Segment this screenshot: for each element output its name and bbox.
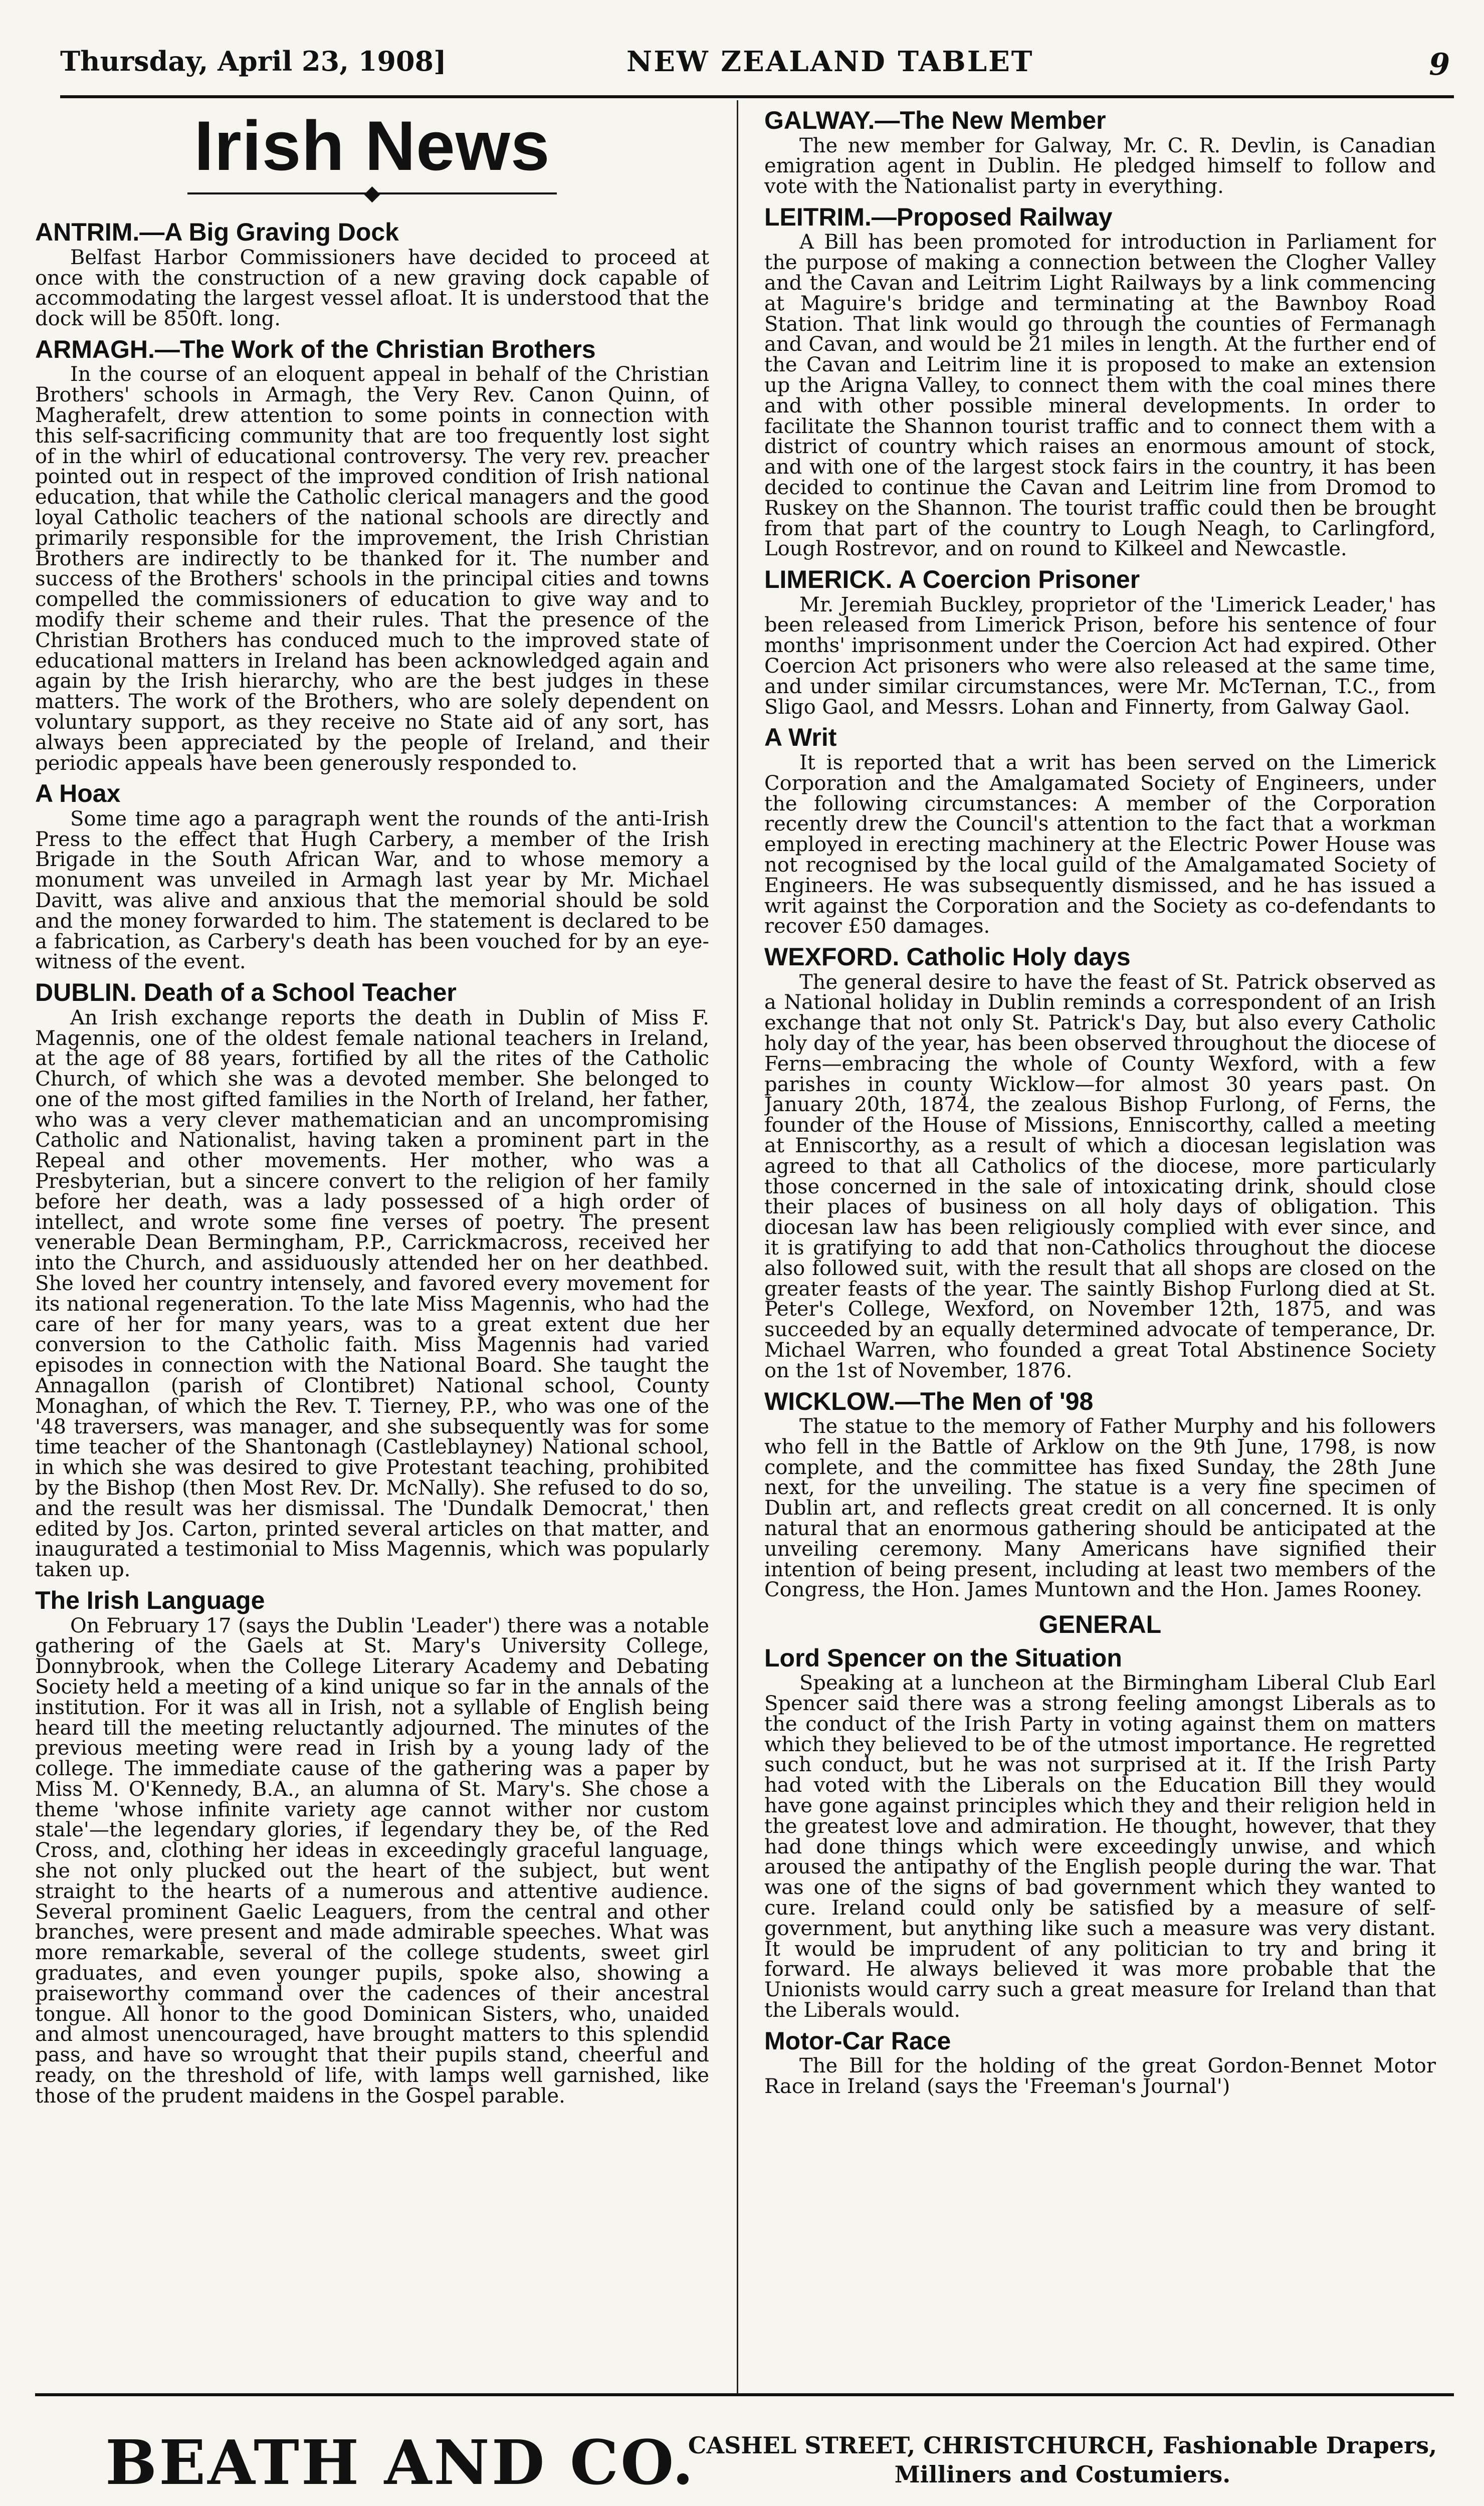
right-column xyxy=(764,100,1436,2386)
article-body: A Bill has been promoted for introduction in Parliament for the purpose of making a connection between the Clogher Valley and the Cavan and Leitrim Light Railways by a link commencing at Maguire's bridge and terminating at the Bawnboy Road Station. That link would go through the counties of Fermanagh and Cavan, and would be 21 miles in length. At the further end of the Cavan and Leitrim line it is proposed to make an extension up the Arigna Valley, to connect them with the coal mines there and with other possible mineral developments. In order to facilitate the Shannon tourist traffic and to connect them with a district of country which raises an enormous amount of stock, and with one of the largest stock fairs in the country, it has been decided to continue the Cavan and Leitrim line from Dromod to Ruskey on the Shannon. The tourist traffic could then be brought from that part of the country to Lough Neagh, to Carlingford, Lough Rostrevor, and on round to Kilkeel and Newcastle. xyxy=(764,231,1436,561)
article-heading: LIMERICK. A Coercion Prisoner xyxy=(764,565,1140,594)
address-line: Milliners and Costumiers. xyxy=(894,2460,1231,2488)
article-body: It is reported that a writ has been served on the Limerick Corporation and the Amalgamated Society of Engineers, under the following circumstances: A member of the Corporation recently drew the Council's attention to the fact that a workman employed in erecting machinery at the Electric Power House was not recognised by the local guild of the Amalgamated Society of Engineers. He was subsequently dismissed, and he has issued a writ against the Corporation and the Society as co-defendants to recover £50 damages. xyxy=(764,751,1436,938)
article-body: Speaking at a luncheon at the Birmingham Liberal Club Earl Spencer said there was a strong feeling amongst Liberals as to the conduct of the Irish Party in voting against them on matters which they believed to be of the utmost importance. He regretted such conduct, but he was not surprised at it. If the Irish Party had voted with the Liberals on the Education Bill they would have gone against principles which they and their religion held in the greatest love and admiration. He thought, however, that they had done things which were exceedingly unwise, and which aroused the antipathy of the English people during the war. That was one of the signs of bad government which they wanted to cure. Ireland could only be satisfied by a measure of self-government, but anything like such a measure was very distant. It would be imprudent of any politician to try and bring it forward. He always believed it was more probable that the Unionists would carry such a great measure for Ireland than that the Liberals would. xyxy=(764,1672,1436,2022)
left-column xyxy=(35,100,709,2386)
article-heading: Motor-Car Race xyxy=(764,2026,951,2055)
page-number: 9 xyxy=(1429,47,1450,82)
article-body: The Bill for the holding of the great Gordon-Bennet Motor Race in Ireland (says the 'Freeman's Journal') xyxy=(764,2054,1436,2099)
masthead-ornament: ◆ xyxy=(35,182,709,204)
article-heading: A Hoax xyxy=(35,779,121,808)
article-body: The statue to the memory of Father Murphy and his followers who fell in the Battle of Arklow on the 9th June, 1798, is now complete, and the committee has fixed Sunday, the 28th June next, for the unveiling. The statue is a very fine specimen of Dublin art, and reflects great credit on all concerned. It is only natural that an enormous gathering should be anticipated at the unveiling ceremony. Many Americans have signified their intention of being present, including at least two members of the Congress, the Hon. James Muntown and the Hon. James Rooney. xyxy=(764,1415,1436,1602)
advertiser-address xyxy=(687,2431,1438,2489)
article-heading: LEITRIM.—Proposed Railway xyxy=(764,202,1113,231)
article-body: An Irish exchange reports the death in Dublin of Miss F. Magennis, one of the oldest female national teachers in Ireland, at the age of 88 years, fortified by all the rites of the Catholic Church, of which she was a devoted member. She belonged to one of the most gifted families in the North of Ireland, her father, who was a very clever mathematician and an uncompromising Catholic and Nationalist, having taken a prominent part in the Repeal and other movements. Her mother, who was a Presbyterian, but a sincere convert to the religion of her family before her death, was a lady possessed of a high order of intellect, and wrote some fine verses of poetry. The present venerable Dean Bermingham, P.P., Carrickmacross, received her into the Church, and assiduously attended her on her deathbed. She loved her country intensely, and favored every movement for its national regeneration. To the late Miss Magennis, who had the care of her for many years, was to a great extent due her conversion to the Catholic faith. Miss Magennis had varied episodes in connection with the National Board. She taught the Annagallon (parish of Clontibret) National school, County Monaghan, of which the Rev. T. Tierney, P.P., who was one of the '48 traversers, was manager, and she subsequently was for some time teacher of the Shantonagh (Castleblayney) National school, in which she was desired to give Protestant teaching, prohibited by the Bishop (then Most Rev. Dr. McNally). She refused to do so, and the result was her dismissal. The 'Dundalk Democrat,' then edited by Jos. Carton, printed several articles on that matter, and inaugurated a testimonial to Miss Magennis, which was popularly taken up. xyxy=(35,1006,709,1582)
page-header xyxy=(60,40,1454,98)
article-heading: WICKLOW.—The Men of '98 xyxy=(764,1387,1094,1415)
article-body: In the course of an eloquent appeal in behalf of the Christian Brothers' schools in Armagh, the Very Rev. Canon Quinn, of Magherafelt, drew attention to some points in connection with this self-sacrificing community that are too frequently lost sight of in the whirl of educational controversy. The very rev. preacher pointed out in respect of the improved condition of Irish national education, that while the Catholic clerical managers and the good loyal Catholic teachers of the national schools are directly and primarily responsible for the improvement, the Irish Christian Brothers are indirectly to be thanked for it. The number and success of the Brothers' schools in the principal cities and towns compelled the commissioners of education to give way and to modify their scheme and their rules. That the presence of the Christian Brothers has conduced much to the improved state of educational matters in Ireland has been acknowledged again and again by the Irish hierarchy, who are the best judges in these matters. The work of the Brothers, who are solely dependent on voluntary support, as they receive no State aid of any sort, has always been appreciated by the people of Ireland, and their periodic appeals have been generously responded to. xyxy=(35,363,709,775)
advertisement-footer xyxy=(35,2393,1454,2506)
article-body: On February 17 (says the Dublin 'Leader') there was a notable gathering of the Gaels at St. Mary's University College, Donnybrook, when the College Literary Academy and Debating Society held a meeting of a kind unique so far in the annals of the institution. For it was all in Irish, not a syllable of English being heard till the meeting reluctantly adjourned. The minutes of the previous meeting were read in Irish by a young lady of the college. The immediate cause of the gathering was a paper by Miss M. O'Kennedy, B.A., an alumna of St. Mary's. She chose a theme 'whose infinite variety age cannot wither nor custom stale'—the legendary glories, if legendary they be, of the Red Cross, and, clothing her ideas in exceedingly graceful language, she not only plucked out the heart of the subject, but went straight to the hearts of a numerous and attentive audience. Several prominent Gaelic Leaguers, from the central and other branches, were present and made admirable speeches. What was more remarkable, several of the college students, sweet girl graduates, and even younger pupils, spoke also, showing a praiseworthy command over the cadences of their ancestral tongue. All honor to the good Dominican Sisters, who, unaided and almost unencouraged, have brought matters to this splendid pass, and have so wrought that their pupils stand, cheerful and ready, on the threshold of life, with lamps well garnished, like those of the prudent maidens in the Gospel parable. xyxy=(35,1614,709,2108)
article-heading: ARMAGH.—The Work of the Christian Brothers xyxy=(35,335,596,363)
issue-date: Thursday, April 23, 1908] xyxy=(60,45,447,77)
article-body: Mr. Jeremiah Buckley, proprietor of the 'Limerick Leader,' has been released from Limerick Prison, before his sentence of four months' imprisonment under the Coercion Act had expired. Other Coercion Act prisoners who were also released at the same time, and under similar circumstances, were Mr. McTernan, T.C., from Sligo Gaol, and Messrs. Lohan and Finnerty, from Galway Gaol. xyxy=(764,593,1436,719)
article-body: The general desire to have the feast of St. Patrick observed as a National holiday in Dublin reminds a correspondent of an Irish exchange that not only St. Patrick's Day, but also every Catholic holy day of the year, has been observed throughout the diocese of Ferns—embracing the whole of County Wexford, with a few parishes in county Wicklow—for almost 30 years past. On January 20th, 1874, the zealous Bishop Furlong, of Ferns, the founder of the House of Missions, Enniscorthy, called a meeting at Enniscorthy, as a result of which a diocesan legislation was agreed to that all Catholics of the diocese, more particularly those concerned in the sale of intoxicating drink, should close their places of business on all holy days of obligation. This diocesan law has been religiously complied with ever since, and it is gratifying to add that non-Catholics throughout the diocese also followed suit, with the result that all shops are closed on the greater feasts of the year. The saintly Bishop Furlong died at St. Peter's College, Wexford, on November 12th, 1875, and was succeeded by an equally determined advocate of temperance, Dr. Michael Warren, who founded a great Total Abstinence Society on the 1st of November, 1876. xyxy=(764,970,1436,1382)
article-heading: Lord Spencer on the Situation xyxy=(764,1643,1122,1672)
article-body: Some time ago a paragraph went the rounds of the anti-Irish Press to the effect that Hugh Carbery, a member of the Irish Brigade in the South African War, and to whose memory a monument was unveiled in Armagh last year by Mr. Michael Davitt, was alive and anxious that the memorial should be sold and the money forwarded to him. The statement is declared to be a fabrication, as Carbery's death has been vouched for by an eye-witness of the event. xyxy=(35,807,709,974)
article-heading: WEXFORD. Catholic Holy days xyxy=(764,943,1131,971)
article-heading: The Irish Language xyxy=(35,1586,265,1615)
article-heading: ANTRIM.—A Big Graving Dock xyxy=(35,218,399,247)
column-divider xyxy=(737,100,738,2396)
article-heading: GALWAY.—The New Member xyxy=(764,106,1106,134)
section-masthead: Irish News xyxy=(194,106,550,185)
general-section-heading: GENERAL xyxy=(1038,1610,1162,1639)
address-line: CASHEL STREET, CHRISTCHURCH, Fashionable Drapers, xyxy=(688,2432,1437,2459)
advertiser-name: BEATH AND CO. xyxy=(105,2426,696,2498)
article-heading: DUBLIN. Death of a School Teacher xyxy=(35,978,457,1007)
article-body: Belfast Harbor Commissioners have decided to proceed at once with the construction of a new graving dock capable of accommodating the largest vessel afloat. It is understood that the dock will be 850ft. long. xyxy=(35,246,709,331)
article-heading: A Writ xyxy=(764,723,837,752)
article-body: The new member for Galway, Mr. C. R. Devlin, is Canadian emigration agent in Dublin. He pledged himself to follow and vote with the Nationalist party in everything. xyxy=(764,134,1436,198)
publication-title: NEW ZEALAND TABLET xyxy=(626,45,1034,78)
